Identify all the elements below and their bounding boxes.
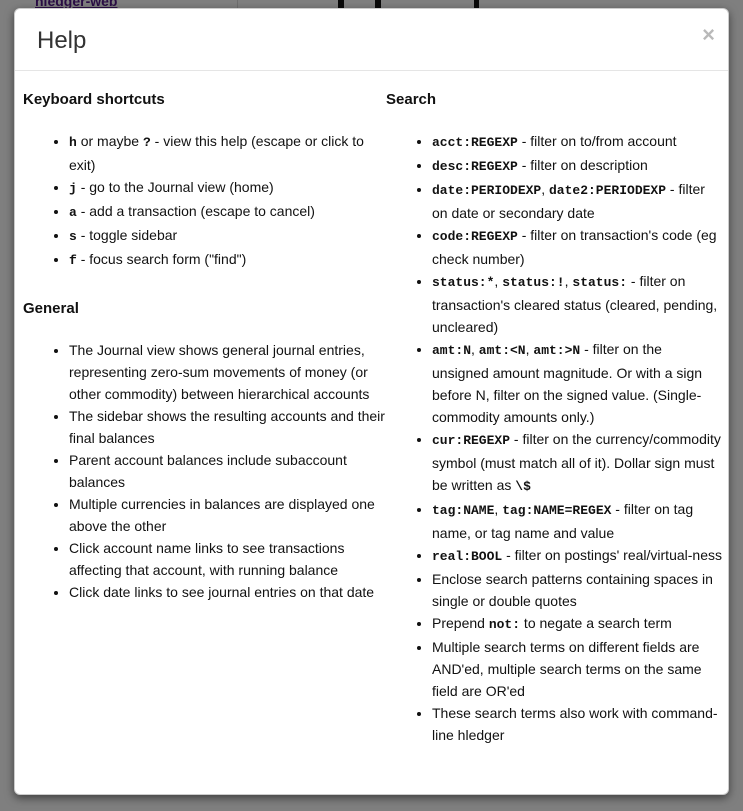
code-term: status:* xyxy=(432,275,495,290)
section-heading: Keyboard shortcuts xyxy=(23,91,165,108)
code-term: a xyxy=(69,205,77,220)
text-segment: Multiple search terms on different fields are AND'ed, multiple search terms on the same field are OR'ed xyxy=(432,639,702,699)
code-term: cur:REGEXP xyxy=(432,433,511,448)
text-segment: - view this help (escape or click to exit) xyxy=(69,133,364,173)
text-segment: The Journal view shows general journal entries, representing zero-sum movements of money (or other commodity) between hierarchical accounts xyxy=(69,342,370,402)
text-segment: - filter on date or secondary date xyxy=(432,181,705,221)
text-segment: - filter on description xyxy=(517,157,648,173)
text-segment: Enclose search patterns containing spaces in single or double quotes xyxy=(432,571,713,609)
help-column-left xyxy=(23,91,386,746)
list-item xyxy=(432,224,722,270)
help-section xyxy=(23,300,386,603)
list-item xyxy=(432,154,722,178)
text-segment: The sidebar shows the resulting accounts and their final balances xyxy=(69,408,385,446)
list-item xyxy=(432,428,722,498)
text-segment: Multiple currencies in balances are displayed one above the other xyxy=(69,496,375,534)
text-segment: to negate a search term xyxy=(520,615,672,631)
section-heading: General xyxy=(23,300,79,317)
section-heading: Search xyxy=(386,91,437,108)
code-term: f xyxy=(69,253,77,268)
code-term: acct:REGEXP xyxy=(432,135,518,150)
list-item xyxy=(69,493,386,537)
list-item xyxy=(69,176,386,200)
help-list xyxy=(23,130,386,272)
code-term: s xyxy=(69,229,77,244)
text-segment: - filter on the currency/commodity symbol (must match all of it). Dollar sign must be written as xyxy=(432,431,721,493)
list-item xyxy=(69,224,386,248)
code-term: amt:<N xyxy=(478,343,526,358)
text-segment: , xyxy=(471,341,479,357)
code-term: h xyxy=(69,135,77,150)
list-item xyxy=(69,537,386,581)
help-list xyxy=(386,130,722,746)
list-item xyxy=(432,338,722,428)
close-icon[interactable]: × xyxy=(702,22,715,47)
list-item xyxy=(69,581,386,603)
list-item xyxy=(69,449,386,493)
list-item xyxy=(432,178,722,224)
list-item xyxy=(432,270,722,338)
code-term: amt:>N xyxy=(533,343,581,358)
text-segment: - filter on transaction's code (eg check number) xyxy=(432,227,717,267)
modal-body xyxy=(15,71,728,746)
code-term: real:BOOL xyxy=(432,549,503,564)
code-term: ? xyxy=(142,135,151,150)
help-list xyxy=(23,339,386,603)
text-segment: These search terms also work with command-line hledger xyxy=(432,705,718,743)
modal-title: Help xyxy=(37,27,87,54)
text-segment: - filter on to/from account xyxy=(517,133,677,149)
text-segment: or maybe xyxy=(76,133,143,149)
text-segment: , xyxy=(541,181,549,197)
code-term: amt:N xyxy=(432,343,472,358)
text-segment: Prepend xyxy=(432,615,489,631)
code-term: j xyxy=(69,181,77,196)
text-segment: , xyxy=(494,501,503,517)
code-term: tag:NAME=REGEX xyxy=(502,503,612,518)
modal-header xyxy=(15,9,728,71)
text-segment: - filter on tag name, or tag name and value xyxy=(432,501,694,541)
help-section xyxy=(23,91,386,272)
list-item xyxy=(432,498,722,544)
text-segment: - toggle sidebar xyxy=(76,227,178,243)
text-segment: - add a transaction (escape to cancel) xyxy=(76,203,315,219)
code-term: status: xyxy=(572,275,628,290)
text-segment: Parent account balances include subaccount balances xyxy=(69,452,347,490)
list-item xyxy=(432,636,722,702)
list-item xyxy=(432,130,722,154)
text-segment: , xyxy=(564,273,573,289)
help-column-right xyxy=(386,91,722,746)
code-term: date:PERIODEXP xyxy=(432,183,542,198)
list-item xyxy=(432,702,722,746)
list-item xyxy=(69,200,386,224)
list-item xyxy=(69,248,386,272)
code-term: code:REGEXP xyxy=(432,229,518,244)
list-item xyxy=(69,405,386,449)
text-segment: , xyxy=(525,341,534,357)
list-item xyxy=(432,568,722,612)
help-section xyxy=(386,91,722,746)
list-item xyxy=(432,612,722,636)
text-segment: - filter on postings' real/virtual-ness xyxy=(502,547,722,563)
list-item xyxy=(69,339,386,405)
code-term: status:! xyxy=(502,275,565,290)
list-item xyxy=(432,544,722,568)
code-term: date2:PERIODEXP xyxy=(549,183,667,198)
text-segment: - go to the Journal view (home) xyxy=(76,179,274,195)
text-segment: - filter on transaction's cleared status (cleared, pending, uncleared) xyxy=(432,273,718,335)
text-segment: Click account name links to see transactions affecting that account, with running balance xyxy=(69,540,345,578)
code-term: \$ xyxy=(515,479,531,494)
code-term: not: xyxy=(488,617,521,632)
code-term: desc:REGEXP xyxy=(432,159,518,174)
text-segment: - focus search form ("find") xyxy=(76,251,247,267)
text-segment: Click date links to see journal entries on that date xyxy=(69,584,375,600)
text-segment: - filter on the unsigned amount magnitude. Or with a sign before N, filter on the signed value. (Single-commodity amounts only.) xyxy=(432,341,703,425)
list-item xyxy=(69,130,386,176)
help-modal xyxy=(14,8,729,795)
text-segment: , xyxy=(494,273,503,289)
code-term: tag:NAME xyxy=(432,503,495,518)
